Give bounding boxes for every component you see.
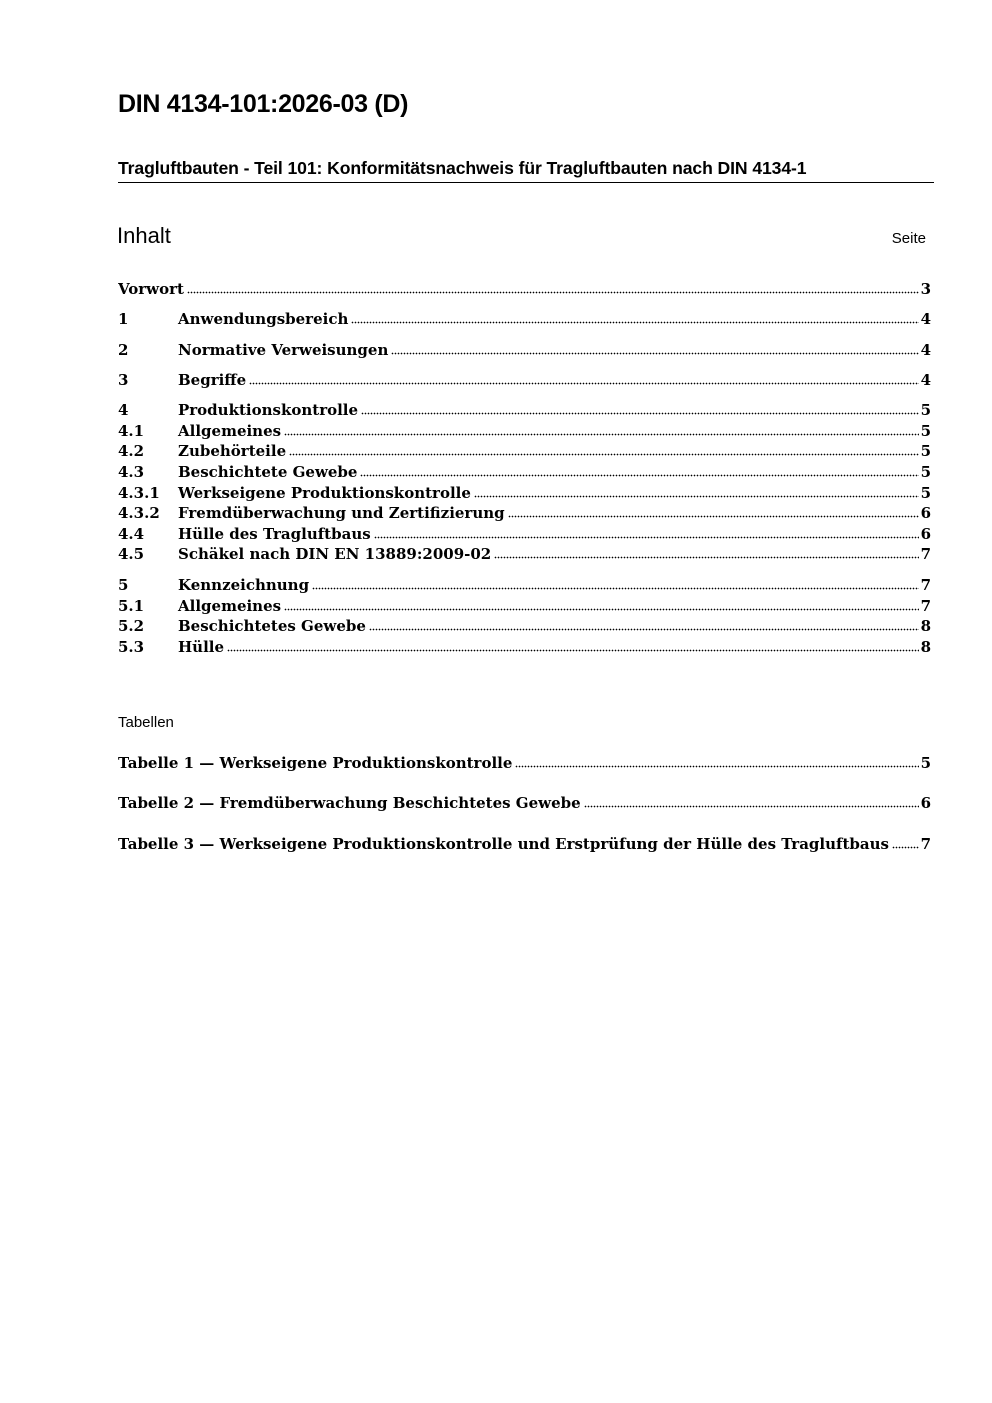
- toc-entry-text: Hülle: [178, 638, 225, 656]
- toc-entry-text: Allgemeines: [178, 422, 282, 440]
- toc-leader-dots: [584, 804, 919, 808]
- toc-entry-4-3-2[interactable]: [118, 503, 931, 523]
- toc-entry-number: 4.4: [118, 525, 145, 543]
- toc-entry-number: 4.5: [118, 545, 145, 563]
- toc-entry-page: 7: [920, 545, 931, 563]
- toc-leader-dots: [508, 514, 919, 518]
- toc-entry-page: 5: [920, 442, 931, 460]
- toc-entry-text: Allgemeines: [178, 597, 282, 615]
- toc-entry-page: 8: [920, 617, 931, 635]
- toc-entry-text: Fremdüberwachung und Zertifizierung: [178, 504, 505, 522]
- toc-entry-text: Anwendungsbereich: [178, 310, 349, 328]
- toc-entry-number: 5.2: [118, 617, 145, 635]
- toc-entry-text: Vorwort: [118, 280, 184, 298]
- toc-entry-1[interactable]: [118, 309, 931, 329]
- toc-entry-text: Werkseigene Produktionskontrolle: [178, 484, 471, 502]
- toc-entry-number: 4.1: [118, 422, 145, 440]
- toc-entry-number: 4.3.2: [118, 504, 160, 522]
- table-entry-1[interactable]: [118, 753, 931, 773]
- table-entry-3[interactable]: [118, 834, 931, 854]
- toc-leader-dots: [474, 494, 919, 498]
- toc-entry-5-3[interactable]: [118, 637, 931, 657]
- toc-entry-4-5[interactable]: [118, 544, 931, 564]
- toc-entry-text: Schäkel nach DIN EN 13889:2009-02: [178, 545, 492, 563]
- toc-leader-dots: [351, 320, 918, 324]
- toc-entry-text: Zubehörteile: [178, 442, 287, 460]
- table-entry-text: Tabelle 1 — Werkseigene Produktionskontrolle: [118, 754, 513, 772]
- toc-entry-page: 4: [920, 371, 931, 389]
- toc-entry-4-2[interactable]: [118, 441, 931, 461]
- toc-leader-dots: [360, 473, 918, 477]
- toc-entry-number: 4.3.1: [118, 484, 160, 502]
- toc-entry-5-1[interactable]: [118, 596, 931, 616]
- toc-entry-text: Beschichtete Gewebe: [178, 463, 358, 481]
- toc-leader-dots: [374, 535, 919, 539]
- document-title: Tragluftbauten - Teil 101: Konformitätsnachweis für Tragluftbauten nach DIN 4134-1: [118, 156, 934, 183]
- toc-page-label: Seite: [891, 230, 926, 247]
- toc-leader-dots: [515, 764, 918, 768]
- toc-entry-2[interactable]: [118, 340, 931, 360]
- toc-entry-page: 7: [920, 597, 931, 615]
- table-entry-page: 6: [920, 794, 931, 812]
- toc-entry-page: 4: [920, 341, 931, 359]
- toc-entry-text: Produktionskontrolle: [178, 401, 359, 419]
- toc-leader-dots: [289, 452, 918, 456]
- toc-entry-page: 6: [920, 525, 931, 543]
- toc-leader-dots: [227, 648, 919, 652]
- toc-entry-page: 6: [920, 504, 931, 522]
- toc-entry-text: Kennzeichnung: [178, 576, 310, 594]
- toc-leader-dots: [391, 351, 918, 355]
- toc-entry-page: 7: [920, 576, 931, 594]
- toc-entry-5-2[interactable]: [118, 616, 931, 636]
- toc-entry-text: Hülle des Tragluftbaus: [178, 525, 371, 543]
- toc-entry-page: 8: [920, 638, 931, 656]
- toc-entry-number: 5.3: [118, 638, 145, 656]
- toc-entry-text: Begriffe: [178, 371, 247, 389]
- toc-leader-dots: [361, 411, 919, 415]
- toc-leader-dots: [312, 586, 918, 590]
- toc-entry-number: 4: [118, 401, 129, 419]
- table-entry-page: 5: [920, 754, 931, 772]
- toc-entry-page: 3: [920, 280, 931, 298]
- toc-entry-page: 5: [920, 422, 931, 440]
- toc-entry-page: 5: [920, 484, 931, 502]
- toc-entry-4-4[interactable]: [118, 524, 931, 544]
- table-entry-text: Tabelle 2 — Fremdüberwachung Beschichtetes Gewebe: [118, 794, 581, 812]
- toc-entry-text: Beschichtetes Gewebe: [178, 617, 366, 635]
- document-id: DIN 4134-101:2026-03 (D): [118, 90, 409, 118]
- toc-heading: Inhalt: [117, 223, 171, 248]
- toc-entry-4-3[interactable]: [118, 462, 931, 482]
- toc-entry-number: 4.3: [118, 463, 145, 481]
- toc-leader-dots: [249, 381, 918, 385]
- toc-entry-5[interactable]: [118, 575, 931, 595]
- toc-leader-dots: [892, 845, 919, 849]
- toc-entry-number: 5: [118, 576, 129, 594]
- toc-entry-number: 4.2: [118, 442, 145, 460]
- toc-entry-4-3-1[interactable]: [118, 483, 931, 503]
- toc-leader-dots: [369, 627, 919, 631]
- toc-leader-dots: [284, 607, 918, 611]
- toc-entry-page: 5: [920, 463, 931, 481]
- toc-entry-4[interactable]: [118, 400, 931, 420]
- toc-leader-dots: [284, 432, 918, 436]
- toc-entry-vorwort[interactable]: [118, 279, 931, 299]
- toc-entry-3[interactable]: [118, 370, 931, 390]
- toc-entry-text: Normative Verweisungen: [178, 341, 389, 359]
- toc-entry-number: 5.1: [118, 597, 145, 615]
- table-entry-text: Tabelle 3 — Werkseigene Produktionskontrolle und Erstprüfung der Hülle des Tragluftbaus: [118, 835, 889, 853]
- toc-entry-number: 3: [118, 371, 129, 389]
- toc-entry-number: 2: [118, 341, 129, 359]
- toc-entry-page: 4: [920, 310, 931, 328]
- toc-entry-page: 5: [920, 401, 931, 419]
- table-entry-page: 7: [920, 835, 931, 853]
- toc-entry-number: 1: [118, 310, 129, 328]
- table-entry-2[interactable]: [118, 793, 931, 813]
- toc-entry-4-1[interactable]: [118, 421, 931, 441]
- tables-heading: Tabellen: [118, 714, 174, 731]
- toc-leader-dots: [494, 555, 918, 559]
- toc-leader-dots: [187, 290, 919, 294]
